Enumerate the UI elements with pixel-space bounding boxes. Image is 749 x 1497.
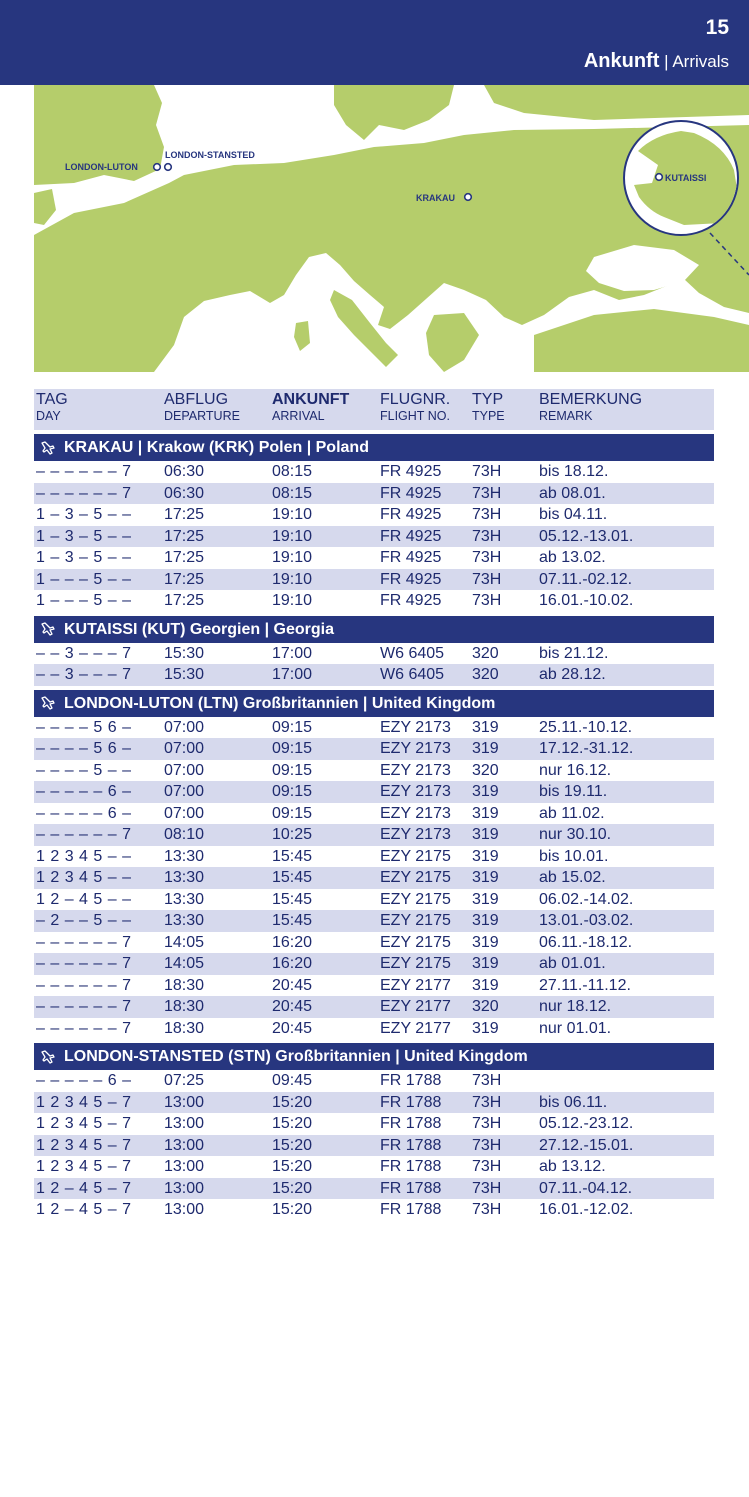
cell-arrival: 15:20	[272, 1115, 313, 1132]
cell-day: – – – – – – 7	[36, 955, 132, 972]
table-row	[34, 1018, 714, 1040]
cell-departure: 08:10	[164, 826, 205, 843]
cell-flight-no: FR 4925	[380, 484, 442, 502]
table-row	[34, 867, 714, 889]
cell-arrival: 16:20	[272, 933, 313, 951]
cell-departure: 18:30	[164, 976, 205, 994]
section-title: LONDON-STANSTED (STN) Großbritannien | United Kingdom	[64, 1048, 528, 1065]
cell-day: 1 – 3 – 5 – –	[36, 527, 132, 545]
cell-arrival: 08:15	[272, 463, 313, 480]
cell-flight-no: EZY 2175	[380, 890, 451, 908]
cell-flight-no: FR 4925	[380, 549, 442, 566]
cell-flight-no: FR 1788	[380, 1158, 442, 1175]
page-number: 15	[705, 16, 729, 39]
cell-flight-no: EZY 2175	[380, 933, 451, 951]
cell-remark: bis 06.11.	[539, 1093, 608, 1111]
table-row	[34, 664, 714, 686]
cell-departure: 17:25	[164, 570, 205, 588]
cell-remark: ab 13.02.	[539, 549, 606, 566]
cell-departure: 13:00	[164, 1158, 205, 1175]
cell-arrival: 15:45	[272, 847, 313, 865]
cell-departure: 14:05	[164, 933, 205, 951]
cell-flight-no: EZY 2177	[380, 976, 451, 994]
title-en: Arrivals	[672, 52, 729, 71]
cell-day: 1 2 – 4 5 – 7	[36, 1179, 132, 1197]
cell-departure: 13:30	[164, 890, 205, 908]
cell-flight-no: FR 4925	[380, 527, 442, 545]
cell-day: – – – – – – 7	[36, 826, 132, 843]
cell-arrival: 15:20	[272, 1179, 313, 1197]
cell-remark: 13.01.-03.02.	[539, 912, 634, 929]
airplane-icon	[40, 1049, 64, 1065]
cell-day: 1 – – – 5 – –	[36, 592, 132, 609]
table-row	[34, 547, 714, 569]
map-graphic	[34, 85, 749, 372]
cell-departure: 06:30	[164, 484, 205, 502]
cell-type: 73H	[472, 1201, 502, 1218]
cell-type: 319	[472, 740, 499, 757]
cell-remark: 16.01.-10.02.	[539, 592, 634, 609]
cell-type: 73H	[472, 592, 502, 609]
cell-flight-no: FR 1788	[380, 1093, 442, 1111]
table-row	[34, 1178, 714, 1200]
section-header	[34, 1043, 714, 1070]
cell-day: – – – – – – 7	[36, 933, 132, 951]
table-row	[34, 975, 714, 997]
cell-arrival: 19:10	[272, 549, 313, 566]
table-row	[34, 1092, 714, 1114]
marker-stansted	[165, 164, 172, 171]
table-row	[34, 1113, 714, 1135]
cell-arrival: 20:45	[272, 998, 313, 1015]
cell-flight-no: FR 1788	[380, 1179, 442, 1197]
cell-departure: 07:00	[164, 718, 205, 736]
cell-remark: ab 11.02.	[539, 804, 605, 822]
cell-remark: nur 18.12.	[539, 998, 612, 1015]
cell-day: 1 2 3 4 5 – 7	[36, 1093, 132, 1111]
cell-type: 73H	[472, 1115, 502, 1132]
cell-arrival: 20:45	[272, 1019, 313, 1037]
cell-flight-no: EZY 2175	[380, 847, 451, 865]
cell-departure: 13:30	[164, 847, 205, 865]
table-row	[34, 461, 714, 483]
cell-remark: bis 19.11.	[539, 783, 608, 800]
table-row	[34, 932, 714, 954]
cell-flight-no: EZY 2177	[380, 1019, 451, 1037]
section-title: KRAKAU | Krakow (KRK) Polen | Poland	[64, 439, 369, 456]
cell-departure: 13:30	[164, 912, 205, 929]
cell-departure: 13:00	[164, 1115, 205, 1132]
label-luton: LONDON-LUTON	[65, 162, 138, 172]
cell-type: 73H	[472, 1093, 502, 1111]
cell-type: 73H	[472, 527, 502, 545]
table-row	[34, 803, 714, 825]
cell-remark: ab 15.02.	[539, 869, 606, 886]
cell-day: 1 2 – 4 5 – –	[36, 890, 132, 908]
section-title: LONDON-LUTON (LTN) Großbritannien | United Kingdom	[64, 694, 496, 712]
table-row	[34, 717, 714, 739]
cell-type: 319	[472, 976, 499, 994]
table-row	[34, 1156, 714, 1178]
cell-remark: ab 13.12.	[539, 1158, 606, 1175]
cell-remark: bis 21.12.	[539, 644, 609, 662]
cell-flight-no: FR 1788	[380, 1136, 442, 1154]
cell-type: 73H	[472, 549, 502, 566]
table-row	[34, 781, 714, 803]
cell-departure: 13:00	[164, 1136, 205, 1154]
cell-arrival: 09:15	[272, 718, 313, 736]
table-row	[34, 889, 714, 911]
table-row	[34, 953, 714, 975]
cell-type: 320	[472, 761, 499, 779]
cell-day: – – 3 – – – 7	[36, 666, 132, 683]
marker-krakau	[465, 194, 472, 201]
cell-remark: 27.11.-11.12.	[539, 976, 631, 994]
table-row	[34, 483, 714, 505]
cell-day: 1 2 3 4 5 – 7	[36, 1115, 132, 1132]
cell-day: 1 – 3 – 5 – –	[36, 506, 132, 523]
cell-type: 320	[472, 644, 499, 662]
cell-remark: nur 16.12.	[539, 761, 612, 779]
title-separator: |	[659, 52, 673, 71]
cell-arrival: 19:10	[272, 506, 313, 523]
cell-type: 73H	[472, 1179, 502, 1197]
cell-arrival: 19:10	[272, 592, 313, 609]
cell-remark: 05.12.-23.12.	[539, 1115, 634, 1132]
cell-departure: 07:00	[164, 761, 205, 779]
cell-flight-no: FR 1788	[380, 1201, 442, 1218]
page-header	[0, 0, 749, 85]
table-row	[34, 569, 714, 591]
cell-arrival: 15:20	[272, 1158, 313, 1175]
cell-type: 319	[472, 933, 499, 951]
cell-remark: nur 30.10.	[539, 826, 612, 843]
cell-arrival: 15:45	[272, 869, 313, 886]
col-header-departure: ABFLUG DEPARTURE	[164, 391, 240, 423]
cell-remark: 25.11.-10.12.	[539, 718, 633, 736]
cell-arrival: 10:25	[272, 826, 313, 843]
cell-arrival: 17:00	[272, 666, 313, 683]
cell-type: 319	[472, 718, 499, 736]
cell-day: – – – – – – 7	[36, 463, 132, 480]
cell-arrival: 15:20	[272, 1201, 313, 1218]
cell-arrival: 16:20	[272, 955, 313, 972]
cell-flight-no: EZY 2173	[380, 718, 451, 736]
cell-type: 319	[472, 783, 499, 800]
cell-type: 319	[472, 826, 499, 843]
cell-day: 1 – – – 5 – –	[36, 570, 132, 588]
cell-arrival: 08:15	[272, 484, 313, 502]
cell-type: 320	[472, 998, 499, 1015]
marker-kutaissi	[656, 174, 663, 181]
cell-arrival: 09:15	[272, 804, 313, 822]
cell-type: 73H	[472, 484, 502, 502]
title-de: Ankunft	[583, 50, 660, 72]
cell-flight-no: W6 6405	[380, 666, 445, 683]
airplane-icon	[40, 695, 64, 711]
cell-arrival: 15:45	[272, 912, 313, 929]
cell-type: 319	[472, 847, 499, 865]
cell-arrival: 09:45	[272, 1072, 313, 1089]
cell-day: – – – – 5 – –	[36, 761, 132, 779]
table-row	[34, 846, 714, 868]
cell-flight-no: EZY 2173	[380, 761, 451, 779]
cell-departure: 17:25	[164, 549, 205, 566]
cell-departure: 18:30	[164, 998, 205, 1015]
table-row	[34, 1199, 714, 1221]
marker-luton	[154, 164, 161, 171]
cell-arrival: 15:45	[272, 890, 313, 908]
cell-type: 73H	[472, 463, 502, 480]
cell-type: 319	[472, 869, 499, 886]
cell-flight-no: W6 6405	[380, 644, 445, 662]
cell-departure: 17:25	[164, 527, 205, 545]
label-krakau: KRAKAU	[416, 193, 455, 203]
cell-remark	[537, 1070, 714, 1092]
cell-flight-no: FR 4925	[380, 570, 442, 588]
cell-remark: 06.02.-14.02.	[539, 890, 634, 908]
cell-flight-no: FR 4925	[380, 592, 442, 609]
cell-flight-no: EZY 2175	[380, 912, 451, 929]
cell-type: 319	[472, 890, 499, 908]
cell-type: 73H	[472, 1072, 502, 1089]
cell-day: 1 2 3 4 5 – 7	[36, 1158, 132, 1175]
cell-type: 319	[472, 912, 499, 929]
cell-remark: 07.11.-04.12.	[539, 1179, 633, 1197]
cell-arrival: 20:45	[272, 976, 313, 994]
cell-departure: 07:00	[164, 740, 205, 757]
cell-flight-no: EZY 2173	[380, 783, 451, 800]
cell-day: – – – – – – 7	[36, 998, 132, 1015]
cell-departure: 13:00	[164, 1179, 205, 1197]
cell-departure: 13:00	[164, 1201, 205, 1218]
cell-remark: bis 10.01.	[539, 847, 609, 865]
cell-type: 319	[472, 804, 499, 822]
cell-remark: bis 18.12.	[539, 463, 609, 480]
arrivals-table	[34, 389, 714, 1221]
cell-remark: 16.01.-12.02.	[539, 1201, 634, 1218]
cell-day: 1 2 3 4 5 – –	[36, 869, 132, 886]
table-row	[34, 590, 714, 612]
cell-flight-no: EZY 2175	[380, 869, 451, 886]
label-stansted: LONDON-STANSTED	[165, 150, 255, 160]
cell-day: 1 2 – 4 5 – 7	[36, 1201, 132, 1218]
cell-arrival: 19:10	[272, 527, 313, 545]
section-title: KUTAISSI (KUT) Georgien | Georgia	[64, 620, 334, 638]
cell-flight-no: FR 1788	[380, 1115, 442, 1132]
label-kutaissi: KUTAISSI	[665, 173, 707, 183]
airplane-icon	[40, 440, 64, 456]
cell-flight-no: EZY 2177	[380, 998, 451, 1015]
section-header	[34, 690, 714, 717]
table-row	[34, 738, 714, 760]
table-row	[34, 504, 714, 526]
cell-day: – – – – – 6 –	[36, 804, 132, 822]
cell-departure: 13:30	[164, 869, 205, 886]
cell-flight-no: EZY 2173	[380, 826, 451, 843]
col-header-arrival: ANKUNFT ARRIVAL	[272, 391, 350, 423]
cell-arrival: 17:00	[272, 644, 313, 662]
section-header	[34, 616, 714, 643]
cell-day: – – – – – 6 –	[36, 783, 132, 800]
table-row	[34, 910, 714, 932]
cell-day: – – – – 5 6 –	[36, 740, 132, 757]
cell-remark: bis 04.11.	[539, 506, 608, 523]
table-header	[34, 389, 714, 430]
cell-departure: 17:25	[164, 506, 205, 523]
cell-arrival: 15:20	[272, 1093, 313, 1111]
cell-flight-no: EZY 2173	[380, 804, 451, 822]
table-body	[34, 434, 714, 1221]
cell-arrival: 19:10	[272, 570, 313, 588]
cell-arrival: 15:20	[272, 1136, 313, 1154]
col-header-day: TAG DAY	[36, 391, 68, 423]
cell-remark: ab 01.01.	[539, 955, 606, 972]
col-header-flight-no: FLUGNR. FLIGHT NO.	[380, 391, 451, 423]
cell-departure: 07:25	[164, 1072, 205, 1089]
cell-type: 73H	[472, 1158, 502, 1175]
cell-remark: 06.11.-18.12.	[539, 933, 633, 951]
table-row	[34, 996, 714, 1018]
cell-flight-no: FR 4925	[380, 463, 442, 480]
cell-departure: 17:25	[164, 592, 205, 609]
cell-flight-no: FR 1788	[380, 1072, 442, 1089]
cell-type: 73H	[472, 506, 502, 523]
cell-day: 1 2 3 4 5 – 7	[36, 1136, 132, 1154]
cell-remark: 07.11.-02.12.	[539, 570, 633, 588]
cell-flight-no: EZY 2173	[380, 740, 451, 757]
col-header-remark: BEMERKUNG REMARK	[539, 391, 643, 423]
table-row	[34, 1070, 714, 1092]
route-map	[34, 85, 749, 372]
cell-arrival: 09:15	[272, 783, 313, 800]
cell-departure: 07:00	[164, 804, 205, 822]
table-row	[34, 760, 714, 782]
table-row	[34, 526, 714, 548]
cell-day: – – – – – – 7	[36, 484, 132, 502]
cell-day: – 2 – – 5 – –	[36, 912, 132, 929]
cell-day: – – – – – – 7	[36, 976, 132, 994]
page-title	[584, 50, 729, 73]
cell-remark: ab 28.12.	[539, 666, 606, 683]
cell-remark: 05.12.-13.01.	[539, 527, 634, 545]
cell-remark: nur 01.01.	[539, 1019, 612, 1037]
cell-remark: 27.12.-15.01.	[539, 1136, 634, 1154]
cell-remark: 17.12.-31.12.	[539, 740, 634, 757]
cell-departure: 06:30	[164, 463, 205, 480]
cell-departure: 07:00	[164, 783, 205, 800]
cell-type: 73H	[472, 570, 502, 588]
cell-day: – – – – 5 6 –	[36, 718, 132, 736]
table-row	[34, 1135, 714, 1157]
cell-day: 1 2 3 4 5 – –	[36, 847, 132, 865]
cell-type: 319	[472, 1019, 499, 1037]
cell-day: – – – – – 6 –	[36, 1072, 132, 1089]
cell-flight-no: EZY 2175	[380, 955, 451, 972]
cell-type: 320	[472, 666, 499, 683]
airplane-icon	[40, 621, 64, 637]
cell-day: – – 3 – – – 7	[36, 644, 132, 662]
table-row	[34, 643, 714, 665]
cell-departure: 18:30	[164, 1019, 205, 1037]
cell-day: – – – – – – 7	[36, 1019, 132, 1037]
cell-arrival: 09:15	[272, 740, 313, 757]
cell-departure: 14:05	[164, 955, 205, 972]
col-header-type: TYP TYPE	[472, 391, 505, 423]
table-row	[34, 824, 714, 846]
cell-day: 1 – 3 – 5 – –	[36, 549, 132, 566]
cell-departure: 13:00	[164, 1093, 205, 1111]
cell-type: 73H	[472, 1136, 502, 1154]
cell-remark: ab 08.01.	[539, 484, 606, 502]
cell-type: 319	[472, 955, 499, 972]
cell-departure: 15:30	[164, 644, 205, 662]
cell-flight-no: FR 4925	[380, 506, 442, 523]
cell-arrival: 09:15	[272, 761, 313, 779]
cell-departure: 15:30	[164, 666, 205, 683]
section-header	[34, 434, 714, 461]
